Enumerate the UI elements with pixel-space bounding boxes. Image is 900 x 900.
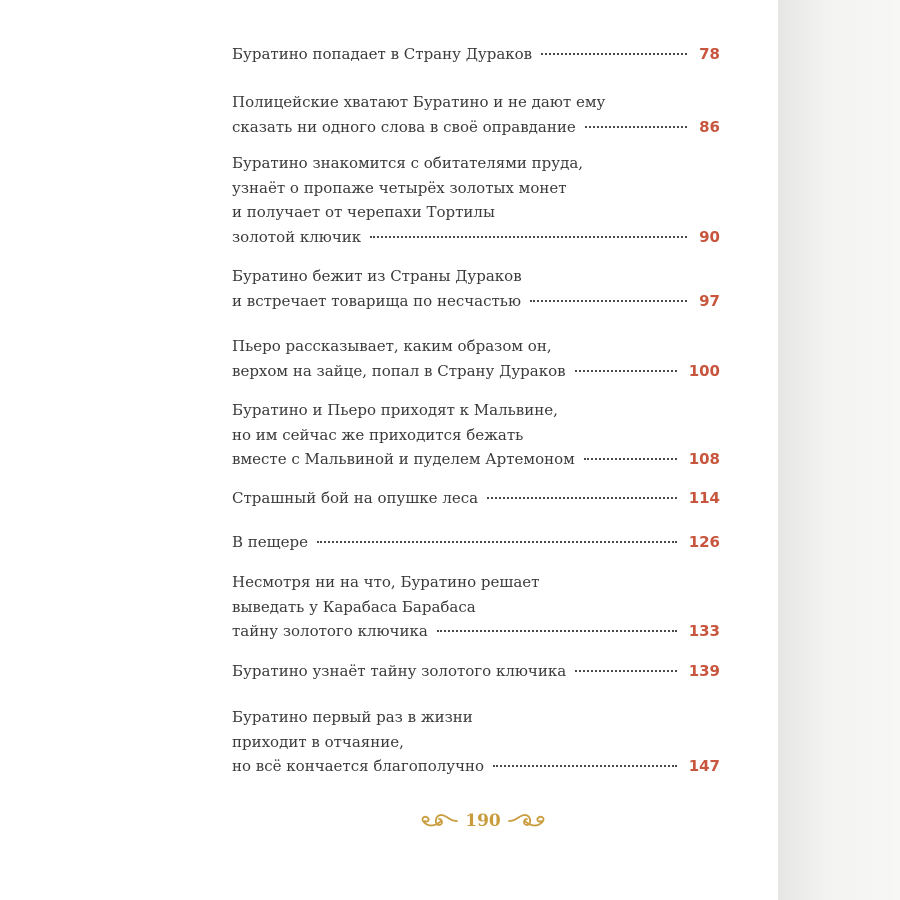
toc-line-text: верхом на зайце, попал в Страну Дураков bbox=[232, 361, 566, 380]
toc-entry bbox=[232, 659, 720, 684]
toc-line-text: узнаёт о пропаже четырёх золотых монет bbox=[232, 178, 567, 197]
dot-leader bbox=[575, 370, 677, 372]
left-swirl-ornament-icon bbox=[419, 812, 459, 830]
toc-last-line bbox=[232, 486, 720, 511]
dot-leader bbox=[493, 765, 677, 767]
toc-last-line bbox=[232, 225, 720, 250]
toc-last-line bbox=[232, 359, 720, 384]
dot-leader bbox=[487, 497, 677, 499]
toc-last-line bbox=[232, 619, 720, 644]
toc-line-text: Буратино попадает в Страну Дураков bbox=[232, 45, 533, 63]
toc-entry bbox=[232, 90, 720, 139]
toc-line bbox=[232, 570, 720, 595]
toc-entry bbox=[232, 398, 720, 472]
toc-page-number: 139 bbox=[688, 662, 720, 680]
toc-line-text: Страшный бой на опушке леса bbox=[232, 489, 479, 507]
toc-line-text: вместе с Мальвиной и пуделем Артемоном bbox=[232, 450, 575, 468]
page-footer bbox=[418, 807, 548, 835]
toc-line-text: приходит в отчаяние, bbox=[232, 732, 404, 751]
page-edge bbox=[778, 0, 900, 900]
toc-entry bbox=[232, 705, 720, 779]
dot-leader bbox=[437, 630, 677, 632]
dot-leader bbox=[585, 126, 687, 128]
toc-line-text: Буратино знакомится с обитателями пруда, bbox=[232, 154, 584, 172]
toc-page-number: 147 bbox=[688, 757, 720, 775]
toc-line-text: и получает от черепахи Тортилы bbox=[232, 203, 495, 221]
toc-line-text: и встречает товарища по несчастью bbox=[232, 291, 522, 310]
toc-line bbox=[232, 595, 720, 620]
toc-page-number: 133 bbox=[688, 622, 720, 640]
toc-line bbox=[232, 176, 720, 201]
toc-line-text: Полицейские хватают Буратино и не дают ему bbox=[232, 93, 606, 111]
toc-last-line bbox=[232, 754, 720, 779]
toc-last-line bbox=[232, 115, 720, 140]
toc-entry bbox=[232, 42, 720, 67]
toc-line bbox=[232, 423, 720, 448]
right-swirl-ornament-icon bbox=[507, 812, 547, 830]
toc-last-line bbox=[232, 530, 720, 555]
toc-line-text: Буратино первый раз в жизни bbox=[232, 708, 473, 726]
toc-entry bbox=[232, 486, 720, 511]
toc-line-text: Буратино бежит из Страны Дураков bbox=[232, 267, 522, 285]
toc-line bbox=[232, 200, 720, 225]
toc-page-number: 97 bbox=[699, 291, 720, 310]
toc-page-number: 114 bbox=[688, 489, 720, 507]
toc-page-number: 108 bbox=[688, 450, 720, 468]
toc-line-text: золотой ключик bbox=[232, 227, 362, 246]
toc-entry bbox=[232, 151, 720, 249]
toc-line bbox=[232, 398, 720, 423]
toc-last-line bbox=[232, 447, 720, 472]
toc-line bbox=[232, 334, 720, 359]
toc-last-line bbox=[232, 42, 720, 67]
toc-entry bbox=[232, 530, 720, 555]
toc-page-number: 78 bbox=[699, 45, 720, 63]
dot-leader bbox=[541, 53, 687, 55]
toc-entry bbox=[232, 264, 720, 313]
footer-page-number: 190 bbox=[465, 811, 501, 831]
toc-line-text: сказать ни одного слова в своё оправдание bbox=[232, 117, 576, 136]
toc-page-number: 100 bbox=[688, 361, 720, 380]
toc-line bbox=[232, 151, 720, 176]
toc-page-number: 86 bbox=[699, 117, 720, 136]
toc-line-text: выведать у Карабаса Барабаса bbox=[232, 597, 476, 616]
toc-entry bbox=[232, 570, 720, 644]
toc-line-text: но всё кончается благополучно bbox=[232, 757, 485, 775]
toc-page-number: 126 bbox=[688, 533, 720, 551]
dot-leader bbox=[575, 670, 677, 672]
toc-entry bbox=[232, 334, 720, 383]
toc-line-text: Буратино узнаёт тайну золотого ключика bbox=[232, 662, 567, 680]
toc-line-text: Пьеро рассказывает, каким образом он, bbox=[232, 337, 552, 355]
toc-page-number: 90 bbox=[699, 227, 720, 246]
toc-line-text: Буратино и Пьеро приходят к Мальвине, bbox=[232, 401, 558, 419]
toc-line-text: Несмотря ни на что, Буратино решает bbox=[232, 573, 540, 591]
dot-leader bbox=[370, 236, 687, 238]
toc-last-line bbox=[232, 659, 720, 684]
toc-line-text: тайну золотого ключика bbox=[232, 622, 428, 640]
toc-line bbox=[232, 730, 720, 755]
toc-line-text: но им сейчас же приходится бежать bbox=[232, 425, 524, 444]
toc-line bbox=[232, 705, 720, 730]
toc-line-text: В пещере bbox=[232, 533, 308, 551]
dot-leader bbox=[317, 541, 677, 543]
toc-last-line bbox=[232, 289, 720, 314]
toc-line bbox=[232, 90, 720, 115]
dot-leader bbox=[584, 458, 677, 460]
toc-line bbox=[232, 264, 720, 289]
dot-leader bbox=[530, 300, 687, 302]
